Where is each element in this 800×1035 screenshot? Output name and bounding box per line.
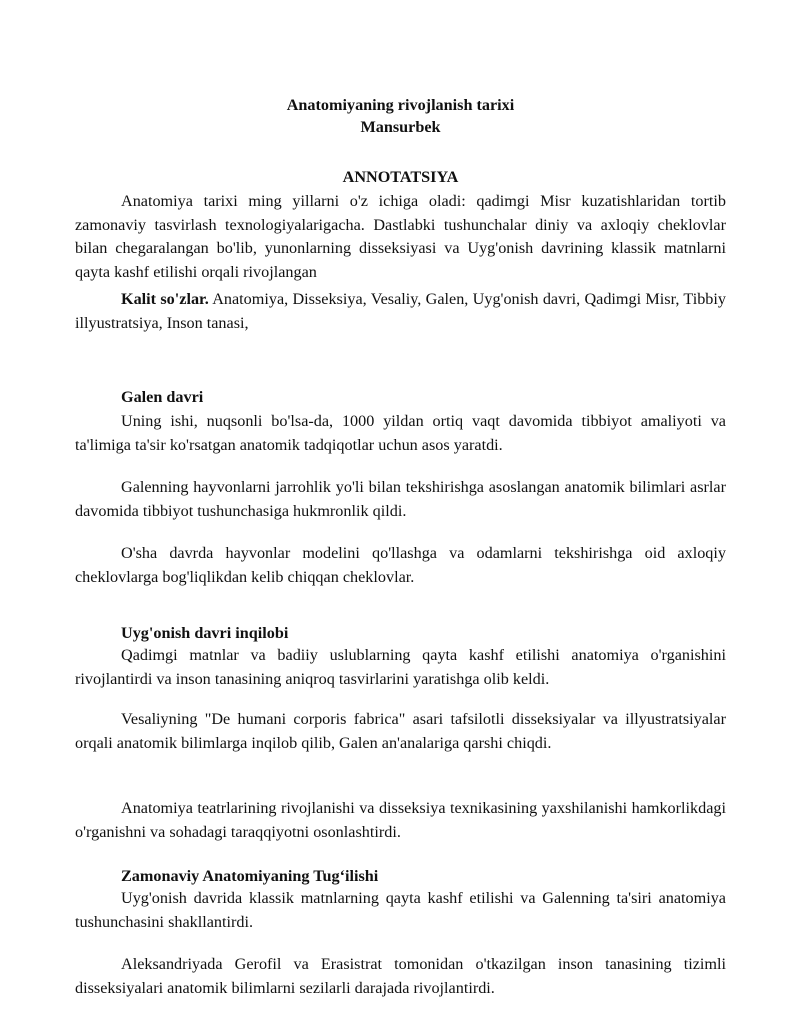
annotation-paragraph: Anatomiya tarixi ming yillarni o'z ichiga oladi: qadimgi Misr kuzatishlaridan tortib zamonaviy tasvirlash texnologiyalarigacha. Dastlabki tushunchalar diniy va axloqiy cheklovlar bilan chegaralangan bo'lib, yunonlarning disseksiyasi va Uyg'onish davrining klassik matnlarni qayta kashf etilishi orqali rivojlangan [75, 192, 726, 281]
annotation-heading: ANNOTATSIYA [342, 168, 459, 186]
keywords-paragraph [75, 288, 726, 335]
section-paragraph: Uning ishi, nuqsonli bo'lsa-da, 1000 yildan ortiq vaqt davomida tibbiyot amaliyoti va ta'limiga ta'sir ko'rsatgan anatomik tadqiqotlar uchun asos yaratdi. [75, 412, 726, 454]
section-paragraph: Anatomiya teatrlarining rivojlanishi va disseksiya texnikasining yaxshilanishi hamkorlikdagi o'rganishni va sohadagi taraqqiyotni osonlashtirdi. [75, 799, 726, 841]
section-paragraph: Qadimgi matnlar va badiiy uslublarning qayta kashf etilishi anatomiya o'rganishini rivojlantirdi va inson tanasining aniqroq tasvirlarini yaratishga olib keldi. [75, 646, 726, 688]
section-paragraph: Uyg'onish davrida klassik matnlarning qayta kashf etilishi va Galenning ta'siri anatomiya tushunchasini shakllantirdi. [75, 889, 726, 931]
section-paragraph: Vesaliyning "De humani corporis fabrica" asari tafsilotli disseksiyalar va illyustratsiyalar orqali anatomik bilimlarga inqilob qilib, Galen an'analariga qarshi chiqdi. [75, 710, 726, 752]
section-paragraph: O'sha davrda hayvonlar modelini qo'llashga va odamlarni tekshirishga oid axloqiy cheklovlarga bog'liqlikdan kelib chiqqan cheklovlar. [75, 544, 726, 586]
document-author: Mansurbek [360, 118, 441, 136]
section-paragraph: Aleksandriyada Gerofil va Erasistrat tomonidan o'tkazilgan inson tanasining tizimli disseksiyalari anatomik bilimlarni sezilarli darajada rivojlantirdi. [75, 955, 726, 997]
section-heading-modern: Zamonaviy Anatomiyaning Tug‘ilishi [121, 867, 379, 885]
document-title: Anatomiyaning rivojlanish tarixi [286, 96, 515, 114]
section-heading-galen: Galen davri [121, 388, 204, 406]
keywords-label: Kalit so'zlar. [121, 290, 209, 308]
keywords-text: Anatomiya, Disseksiya, Vesaliy, Galen, Uyg'onish davri, Qadimgi Misr, Tibbiy illyustratsiya, Inson tanasi, [75, 290, 726, 332]
section-heading-renaissance: Uyg'onish davri inqilobi [121, 624, 289, 642]
section-paragraph: Galenning hayvonlarni jarrohlik yo'li bilan tekshirishga asoslangan anatomik bilimlari asrlar davomida tibbiyot tushunchasiga hukmronlik qildi. [75, 478, 726, 520]
